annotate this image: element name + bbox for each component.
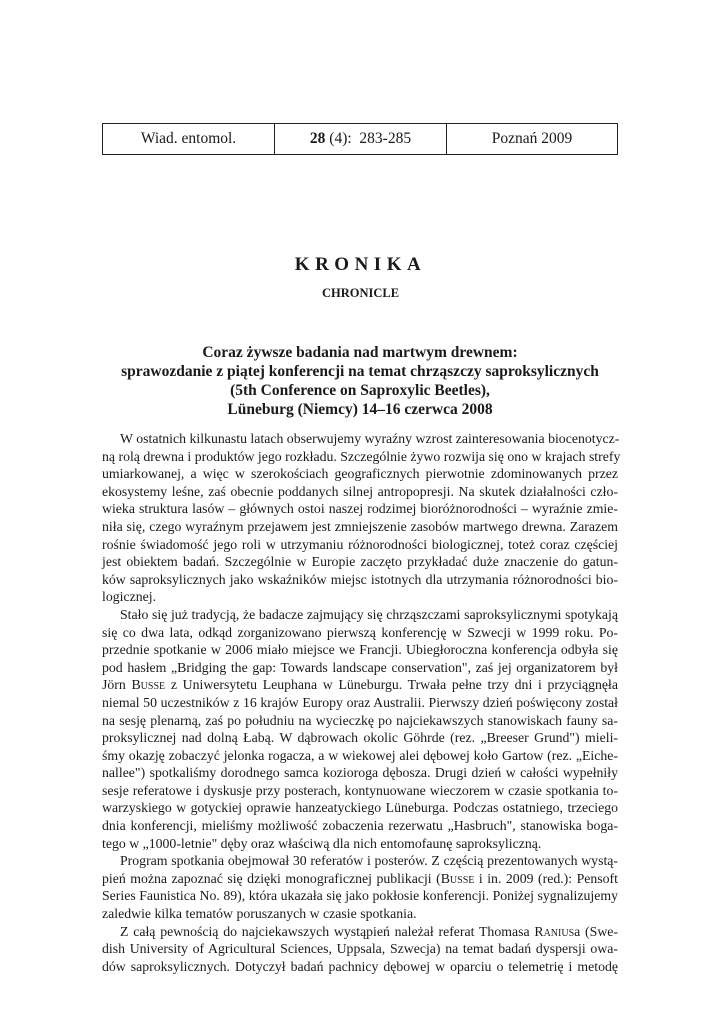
body-line: rośnie świadomość jego roli w utrzymaniu różnorodności biologicznej, toteż coraz częściej: [102, 536, 618, 552]
body-line: na sesję plenarną, zaś po południu na wycieczkę po najciekawszych stanowiskach fauny sa-: [102, 712, 618, 728]
article-title-line: sprawozdanie z piątej konferencji na temat chrząszczy saproksylicznych: [121, 363, 599, 380]
article-title: [102, 343, 618, 419]
body-line: Series Faunistica No. 89), która ukazała się jako pokłosie konferencji. Poniżej sygnalizujemy: [102, 888, 618, 904]
volume-issue-pages: [275, 124, 447, 154]
body-line: [102, 870, 618, 888]
section-subtitle: CHRONICLE: [321, 286, 400, 300]
body-line: tego w „1000-letnie" dęby oraz właściwą dla nich entomofaunę saproksyliczną.: [102, 835, 542, 851]
body-line: niemal 50 uczestników z 16 krajów Europy oraz Australii. Pierwszy dzień poświęcony został: [102, 694, 618, 710]
body-line: proksylicznej nad dolną Łabą. W dąbrowach okolic Göhrde (rez. „Breeser Grund") mieli-: [102, 730, 618, 746]
body-line: Program spotkania obejmował 30 referatów i posterów. Z częścią prezentowanych wystą-: [120, 853, 618, 869]
article-title-line: (5th Conference on Saproxylic Beetles),: [230, 382, 490, 399]
body-text: pień można zapoznać się dzięki monograficznej publikacji (: [102, 870, 441, 886]
body-line: przednie spotkanie w 2006 miało miejsce we Francji. Ubiegłoroczna konferencja odbyła się: [102, 642, 618, 658]
place-year: Poznań 2009: [491, 130, 573, 147]
body-line: ków saproksylicznych jako wskaźników miejsc istotnych dla utrzymania różnorodności bio-: [102, 571, 618, 587]
body-line: wieka struktura lasów – głównych ostoi naszej rodzimej bioróżnorodności – wyraźnie zmie-: [102, 501, 618, 517]
body-line: jest obiektem badań. Szczególnie w Europie zaczęto przykładać duże znaczenie do gatun-: [102, 554, 618, 570]
body-line: ną rolą drewna i produktów jego rozkładu. Szczególnie żywo rozwija się ono w krajach strefy: [102, 448, 621, 464]
article-title-line: Lüneburg (Niemcy) 14–16 czerwca 2008: [227, 401, 493, 418]
body-line: zaledwie kilka tematów poruszanych w czasie spotkania.: [102, 906, 417, 922]
article-body: [102, 430, 621, 975]
journal-header-box: [102, 123, 618, 155]
body-line: W ostatnich kilkunastu latach obserwujemy wyraźny wzrost zainteresowania biocenotycz-: [120, 431, 620, 446]
body-text: i in. 2009 (red.): Pensoft: [474, 870, 618, 886]
body-line: nallee") spotkaliśmy dorodnego samca kozioroga dębosza. Drugi dzień w całości wypełniły: [102, 765, 618, 781]
author-name: Ranius: [534, 923, 575, 939]
body-line: umiarkowanej, a więc w szerokościach geograficznych pierwotnie zdominowanych przez: [102, 466, 618, 482]
body-line: warzyskiego w gotyckiej oprawie hanzeatyckiego Lüneburga. Podczas ostatniego, trzeciego: [102, 800, 618, 816]
body-line: sesje referatowe i dyskusje przy posterach, kontynuowane wieczorem w czasie spotkania to-: [102, 782, 618, 798]
author-name: Busse: [131, 677, 166, 693]
journal-name: Wiad. entomol.: [103, 124, 275, 154]
body-line: dnia konferencji, mieliśmy możliwość zobaczenia rezerwatu „Hasbruch", stanowiska boga-: [102, 818, 618, 834]
author-name: Busse: [440, 870, 475, 886]
body-line: Stało się już tradycją, że badacze zajmujący się chrząszczami saproksylicznymi spotykają: [120, 606, 618, 622]
body-line: dish University of Agricultural Sciences, Uppsala, Szwecja) na temat badań dyspersji owa-: [102, 941, 618, 957]
body-line: logicznej.: [102, 589, 157, 605]
body-line: ekosystemy leśne, zaś obecnie poddanych silnej antropopresji. Na skutek działalności czło-: [102, 483, 618, 499]
section-title: KRONIKA: [294, 254, 427, 275]
body-text: a (Swe-: [574, 923, 618, 939]
volume-number: 28: [309, 130, 326, 147]
body-text: z Uniwersytetu Leuphana w Lüneburgu. Trwała pełne trzy dni i przyciągnęła: [165, 677, 618, 693]
body-text: Z całą pewnością do najciekawszych wystąpień należał referat Thomasa: [120, 923, 535, 939]
body-line: śmy okazję zobaczyć jelonka rogacza, a w wiekowej alei dębowej koło Gartow (rez. „Eiche-: [102, 747, 618, 763]
body-line: pod hasłem „Bridging the gap: Towards landscape conservation", zaś jej organizatorem był: [102, 659, 618, 675]
body-text: Jörn: [102, 677, 132, 693]
body-line: niła się, czego wyraźnym przejawem jest zmniejszenie zasobów martwego drewna. Zarazem: [102, 518, 618, 534]
body-line: [102, 923, 618, 941]
issue-pages: (4): 283-285: [325, 130, 412, 147]
body-line: dów saproksylicznych. Dotyczył badań pachnicy dębowej w oparciu o telemetrię i metodę: [102, 958, 618, 974]
body-line: się co dwa lata, odkąd zorganizowano pierwszą konferencję w Szwecji w 1999 roku. Po-: [102, 624, 618, 640]
body-line: [102, 676, 618, 694]
article-title-line: Coraz żywsze badania nad martwym drewnem:: [202, 344, 518, 361]
